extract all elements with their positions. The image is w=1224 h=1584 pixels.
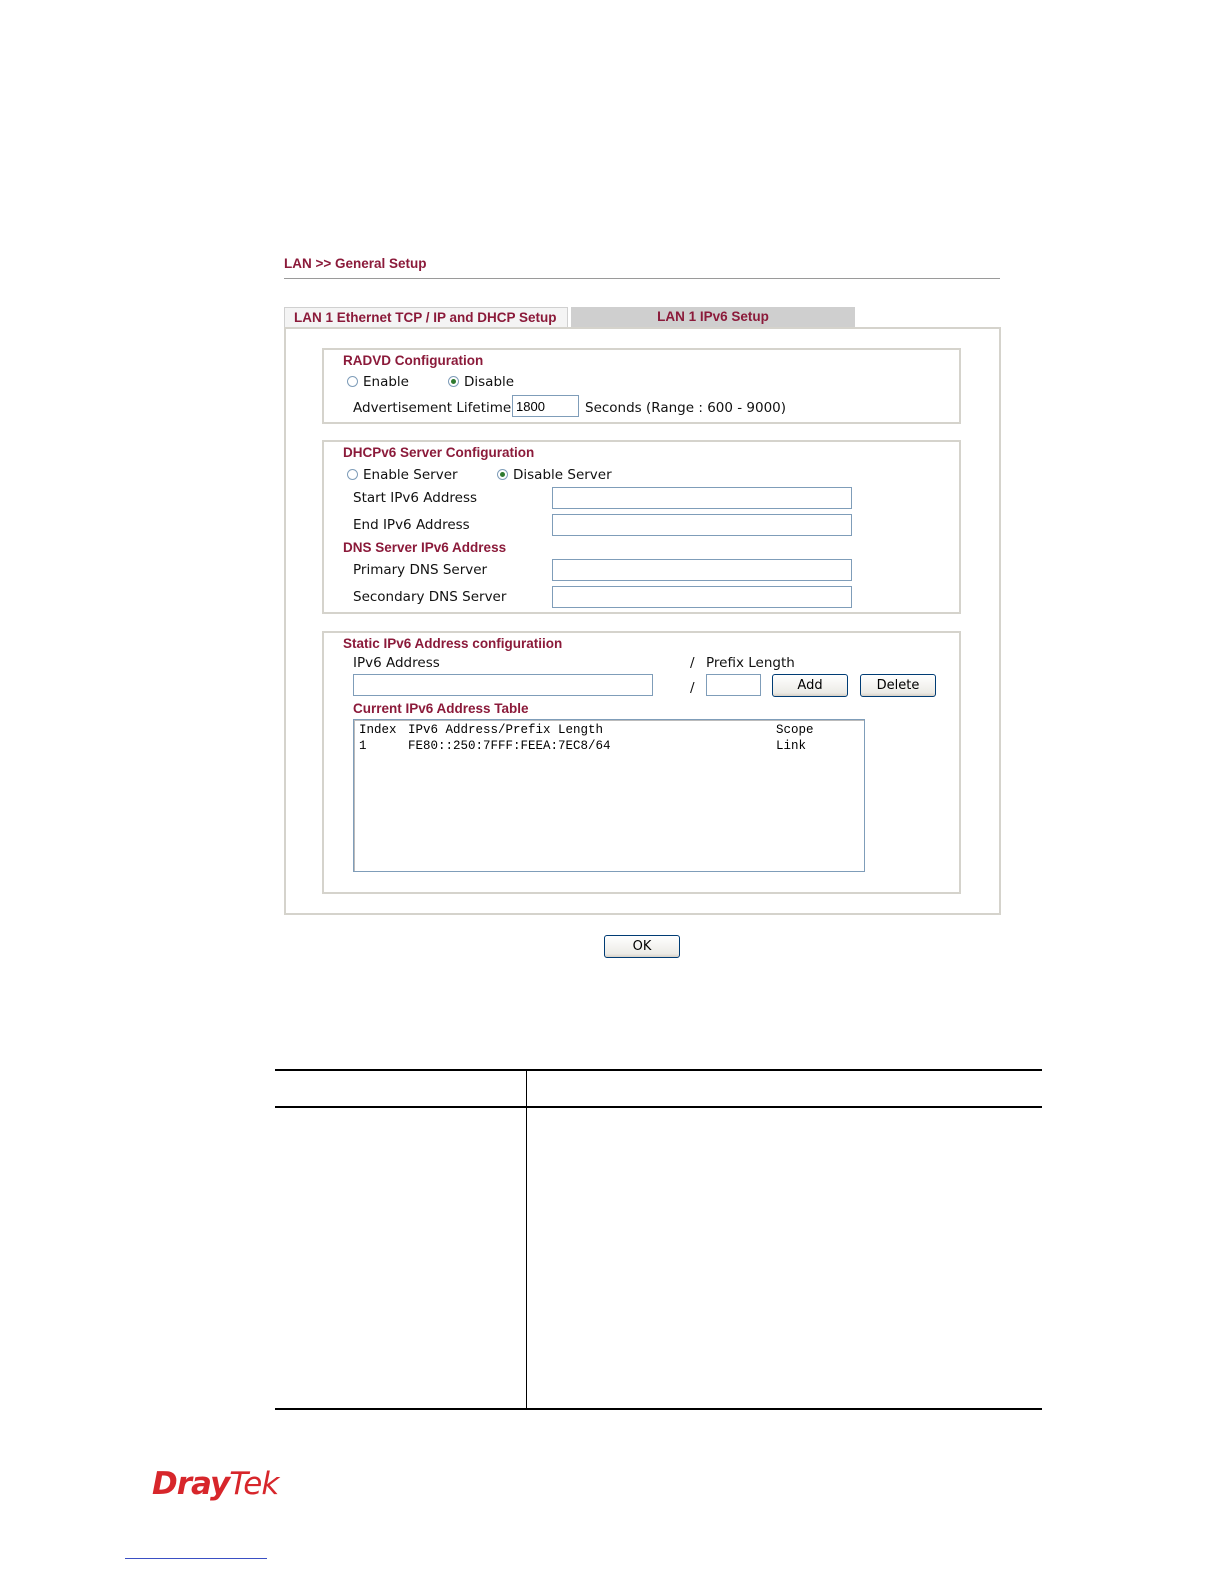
primary-dns-label: Primary DNS Server [353,562,488,578]
current-ipv6-table-title: Current IPv6 Address Table [353,701,529,716]
ipv6-address-table[interactable] [353,719,865,872]
radvd-disable-label: Disable [464,374,515,390]
radvd-enable-radio[interactable] [347,376,358,387]
tab-ipv6-label: LAN 1 IPv6 Setup [657,309,769,324]
radvd-enable-label: Enable [363,374,409,390]
ok-button[interactable]: OK [604,935,680,958]
dhcpv6-disable-server-label: Disable Server [513,467,612,483]
header-address: IPv6 Address/Prefix Length [408,723,604,737]
primary-dns-input[interactable] [552,559,852,581]
dhcpv6-disable-server-radio[interactable] [497,469,508,480]
start-ipv6-label: Start IPv6 Address [353,490,478,506]
prefix-length-input[interactable] [706,674,761,696]
row-scope: Link [776,739,807,753]
dns-server-title: DNS Server IPv6 Address [343,540,507,555]
row-index: 1 [359,739,367,753]
static-ipv6-title: Static IPv6 Address configuratiion [343,636,563,651]
secondary-dns-input[interactable] [552,586,852,608]
prefix-slash-label: / [690,655,695,671]
tab-ipv6-setup[interactable] [571,307,855,328]
header-index: Index [359,723,397,737]
breadcrumb-divider [284,278,1000,279]
radvd-disable-radio[interactable] [448,376,459,387]
header-scope: Scope [776,723,814,737]
secondary-dns-label: Secondary DNS Server [353,589,507,605]
footer-link-underline [125,1558,267,1559]
prefix-slash-separator: / [690,680,695,696]
ipv6-address-label: IPv6 Address [353,655,440,671]
table-top-rule [275,1069,1042,1071]
dhcpv6-enable-server-label: Enable Server [363,467,458,483]
table-column-divider [526,1070,527,1409]
delete-address-button[interactable]: Delete [860,674,936,697]
ipv6-address-input[interactable] [353,674,653,696]
advertisement-lifetime-hint: Seconds (Range : 600 - 9000) [585,400,787,416]
table-header-rule [275,1106,1042,1108]
table-header-row [359,723,859,739]
row-address: FE80::250:7FFF:FEEA:7EC8/64 [408,739,611,753]
draytek-logo [152,1466,278,1502]
breadcrumb: LAN >> General Setup [284,256,427,271]
tab-ethernet-tcp-ip-dhcp[interactable] [284,307,568,328]
start-ipv6-input[interactable] [552,487,852,509]
tab-ethernet-label: LAN 1 Ethernet TCP / IP and DHCP Setup [294,310,557,325]
dhcpv6-enable-server-radio[interactable] [347,469,358,480]
prefix-length-label: Prefix Length [706,655,795,671]
advertisement-lifetime-label: Advertisement Lifetime [353,400,512,416]
radvd-title: RADVD Configuration [343,353,484,368]
end-ipv6-label: End IPv6 Address [353,517,470,533]
logo-part-dray: Dray [152,1466,230,1502]
end-ipv6-input[interactable] [552,514,852,536]
dhcpv6-title: DHCPv6 Server Configuration [343,445,535,460]
table-bottom-rule [275,1408,1042,1410]
logo-part-tek: Tek [229,1466,279,1502]
add-address-button[interactable]: Add [772,674,848,697]
advertisement-lifetime-input[interactable] [512,395,579,417]
table-row[interactable] [359,739,859,755]
